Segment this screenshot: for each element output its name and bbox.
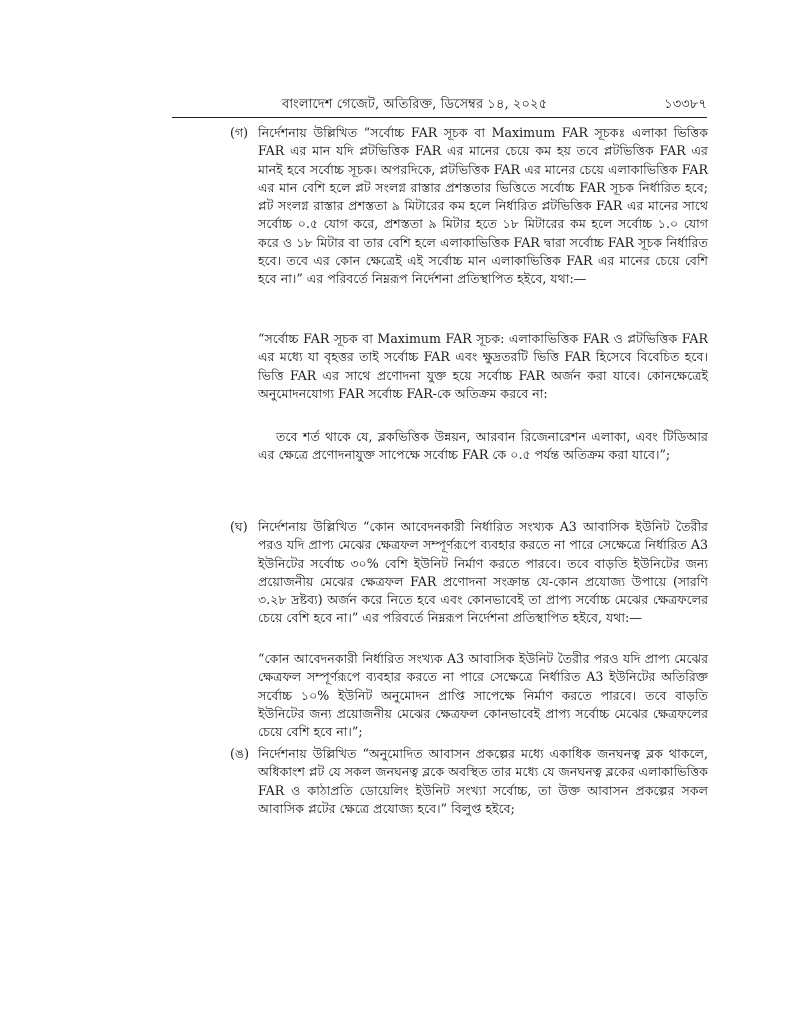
header-divider	[172, 117, 707, 118]
page-header	[272, 94, 707, 116]
replacement-quote: “কোন আবেদনকারী নির্ধারিত সংখ্যক A3 আবাসিক ইউনিট তৈরীর পরও যদি প্রাপ্য মেঝের ক্ষেত্রফল সম্পূর্ণরূপে ব্যবহার করতে না পারে সেক্ষেত্রে নির্ধারিত A3 ইউনিটের অতিরিক্ত সর্বোচ্চ ১০% ইউনিট অনুমোদন প্রাপ্তি সাপেক্ষে নির্মাণ করতে পারবে। তবে বাড়তি ইউনিটের জন্য প্রয়োজনীয় মেঝের ক্ষেত্রফল কোনভাবেই প্রাপ্য সর্বোচ্চ মেঝের ক্ষেত্রফলের চেয়ে বেশি হবে না।”;	[258, 651, 708, 740]
clause-text: নির্দেশনায় উল্লিখিত “অনুমোদিত আবাসন প্রকল্পের মধ্যে একাধিক জনঘনত্ব ব্লক থাকলে, অধিকাংশ প্লট যে সকল জনঘনত্ব ব্লকে অবস্থিত তার মধ্যে যে জনঘনত্ব ব্লকের এলাকাভিত্তিক FAR ও কাঠাপ্রতি ডোয়েলিং ইউনিট সংখ্যা সর্বোচ্চ, তা উক্ত আবাসন প্রকল্পের সকল আবাসিক প্লটের ক্ষেত্রে প্রযোজ্য হবে।” বিলুপ্ত হইবে;	[258, 746, 708, 816]
clause-marker: (ঘ)	[230, 519, 248, 534]
clause-marker: (ঙ)	[230, 746, 250, 761]
proviso-paragraph: তবে শর্ত থাকে যে, ব্লকভিত্তিক উন্নয়ন, আরবান রিজেনারেশন এলাকা, এবং টিডিআর এর ক্ষেত্রে প্রণোদনাযুক্ত সাপেক্ষে সর্বোচ্চ FAR কে ০.৫ পর্যন্ত অতিক্রম করা যাবে।”;	[258, 429, 708, 463]
clause-marker: (গ)	[230, 125, 249, 140]
clause-text: নির্দেশনায় উল্লিখিত “কোন আবেদনকারী নির্ধারিত সংখ্যক A3 আবাসিক ইউনিট তৈরীর পরও যদি প্রাপ্য মেঝের ক্ষেত্রফল সম্পূর্ণরূপে ব্যবহার করতে না পারে সেক্ষেত্রে নির্ধারিত A3 ইউনিটের সর্বোচ্চ ৩০% বেশি ইউনিট নির্মাণ করতে পারবে। তবে বাড়তি ইউনিটের জন্য প্রয়োজনীয় মেঝের ক্ষেত্রফল FAR প্রণোদনা সংক্রান্ত যে-কোন প্রযোজ্য উপায়ে (সারণি ৩.২৮ দ্রষ্টব্য) অর্জন করে নিতে হবে এবং কোনভাবেই তা প্রাপ্য সর্বোচ্চ মেঝের ক্ষেত্রফলের চেয়ে বেশি হবে না।” এর পরিবর্তে নিম্নরূপ নির্দেশনা প্রতিস্থাপিত হইবে, যথা:—	[258, 519, 708, 626]
replacement-quote: “সর্বোচ্চ FAR সূচক বা Maximum FAR সূচক: এলাকাভিত্তিক FAR ও প্লটভিত্তিক FAR এর মধ্যে যা বৃহত্তর তাই সর্বোচ্চ FAR এবং ক্ষুদ্রতরটি ভিত্তি FAR হিসেবে বিবেচিত হবে। ভিত্তি FAR এর সাথে প্রণোদনা যুক্ত হয়ে সর্বোচ্চ FAR অর্জন করা যাবে। কোনক্ষেত্রেই অনুমোদনযোগ্য FAR সর্বোচ্চ FAR-কে অতিক্রম করবে না:	[258, 331, 708, 401]
page-number: ১৩৩৮৭	[664, 97, 707, 112]
clause-text: নির্দেশনায় উল্লিখিত “সর্বোচ্চ FAR সূচক বা Maximum FAR সূচকঃ এলাকা ভিত্তিক FAR এর মান যদি প্লটভিত্তিক FAR এর মানের চেয়ে কম হয় তবে প্লটভিত্তিক FAR এর মানই হবে সর্বোচ্চ সূচক। অপরদিকে, প্লটভিত্তিক FAR এর মানের চেয়ে এলাকাভিত্তিক FAR এর মান বেশি হলে প্লট সংলগ্ন রাস্তার প্রশস্ততার ভিত্তিতে সর্বোচ্চ FAR সূচক নির্ধারিত হবে; প্লট সংলগ্ন রাস্তার প্রশস্ততা ৯ মিটারের কম হলে নির্ধারিত প্লটভিত্তিক FAR এর মানের সাথে সর্বোচ্চ ০.৫ যোগ করে, প্রশস্ততা ৯ মিটার হতে ১৮ মিটারের কম হলে সর্বোচ্চ ১.০ যোগ করে ও ১৮ মিটার বা তার বেশি হলে এলাকাভিত্তিক FAR দ্বারা সর্বোচ্চ FAR সূচক নির্ধারিত হবে। তবে এর কোন ক্ষেত্রেই এই সর্বোচ্চ মান এলাকাভিত্তিক FAR এর মানের চেয়ে বেশি হবে না।” এর পরিবর্তে নিম্নরূপ নির্দেশনা প্রতিস্থাপিত হইবে, যথা:—	[258, 125, 708, 287]
gazette-title: বাংলাদেশ গেজেট, অতিরিক্ত, ডিসেম্বর ১৪, ২০২৫	[282, 97, 548, 112]
